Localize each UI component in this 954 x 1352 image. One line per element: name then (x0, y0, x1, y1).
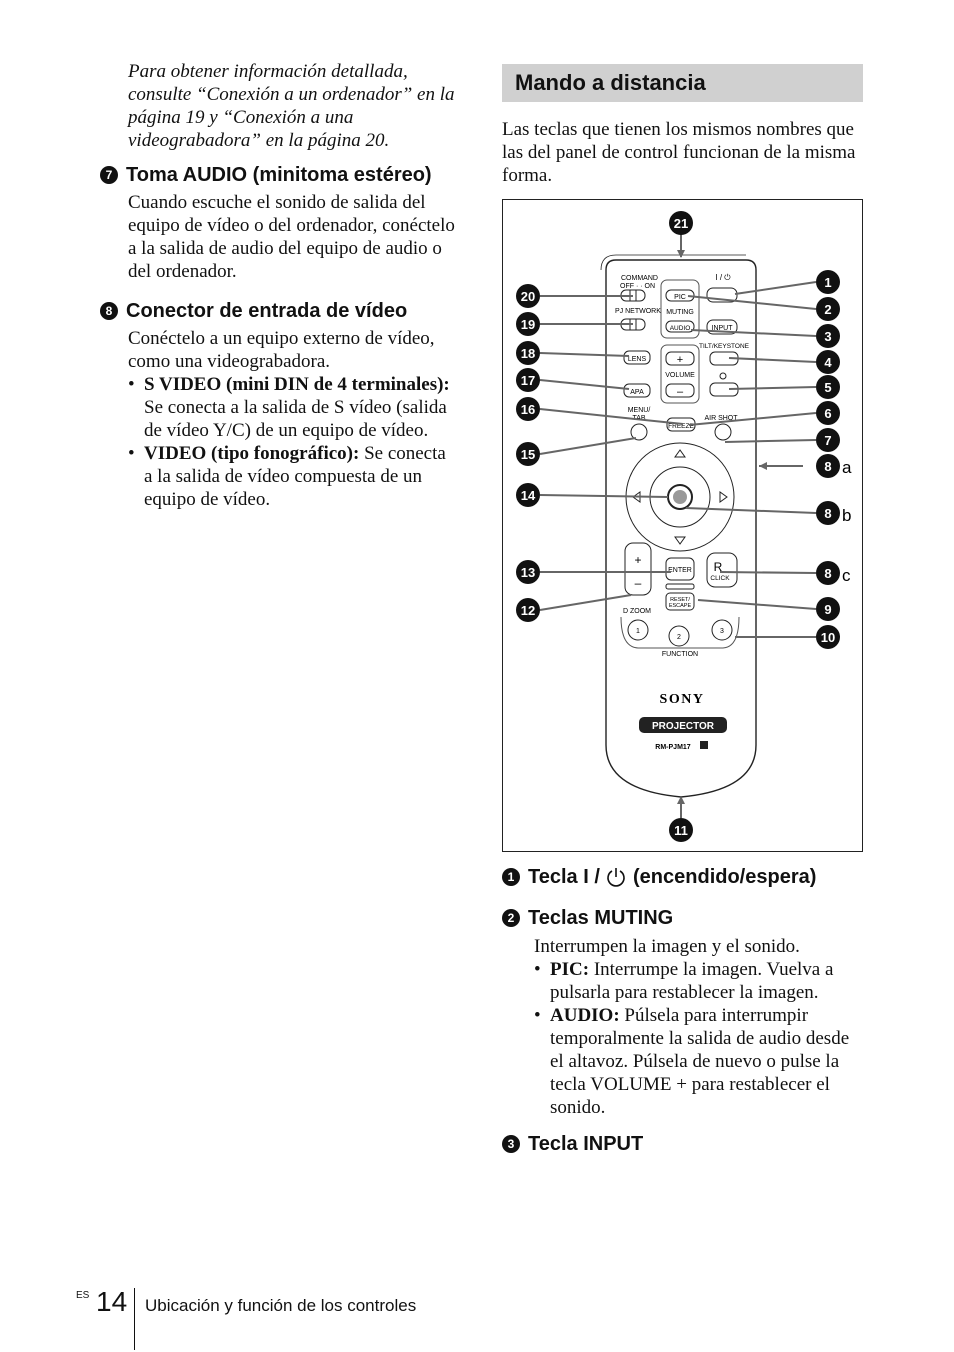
callout-2-label: 2 (824, 302, 832, 317)
callout-6-label: 6 (824, 406, 832, 421)
item-3-number: 3 (502, 1135, 520, 1153)
label-reset: RESET/ (670, 597, 690, 603)
power-icon (605, 866, 627, 888)
label-apa: APA (630, 389, 644, 396)
callout-8c-label: 8 (824, 566, 832, 581)
list-item: • VIDEO (tipo fonográfico): Se conecta a la salida de vídeo compuesta de un equipo de vídeo. (128, 442, 458, 511)
callout-18-label: 18 (520, 346, 536, 361)
label-pj-network: PJ NETWORK (615, 308, 661, 315)
section-7 (100, 164, 480, 283)
label-tilt-keystone: TILT/KEYSTONE (699, 343, 749, 350)
item-1-number: 1 (502, 868, 520, 886)
air-shot-button[interactable] (715, 424, 731, 440)
label-r: R (713, 560, 723, 574)
label-muting: MUTING (666, 309, 694, 316)
item-3-heading (502, 1133, 882, 1156)
list-item: • PIC: Interrumpe la imagen. Vuelva a pulsarla para restablecer la imagen. (534, 958, 864, 1004)
label-projector: PROJECTOR (651, 721, 715, 732)
callout-suffix-c: c (842, 566, 851, 585)
section-7-body: Cuando escuche el sonido de salida del equipo de vídeo o del ordenador, conéctelo a la salida de audio del equipo de audio o del ordenador. (128, 192, 455, 282)
callout-suffix-a: a (842, 458, 852, 477)
section-8-body: Conéctelo a un equipo externo de vídeo, como una videograbadora. (128, 328, 435, 372)
callout-17-label: 17 (520, 373, 536, 388)
label-lens: LENS (627, 356, 647, 363)
label-freeze: FREEZE (668, 423, 694, 430)
section-7-number: 7 (100, 166, 118, 184)
callout-suffix-b: b (842, 506, 852, 525)
callout-13-label: 13 (520, 565, 536, 580)
item-2-bullets (534, 958, 864, 1119)
footer-lang: ES (76, 1290, 90, 1301)
callout-16-label: 16 (520, 402, 536, 417)
r-mark-icon (700, 741, 708, 749)
leader-arrow-21 (677, 250, 685, 258)
section-7-heading (100, 164, 480, 187)
item-1-title-b: (encendido/espera) (627, 866, 817, 888)
callout-19-label: 19 (520, 317, 536, 332)
label-zoom-plus: + (634, 553, 642, 567)
item-2-title: Teclas MUTING (528, 907, 674, 929)
callout-3-label: 3 (824, 329, 832, 344)
item-1-title-a: Tecla I / (528, 866, 606, 888)
label-menu-tab-2: TAB (632, 415, 646, 422)
section-title-bar (502, 64, 863, 102)
callout-12-label: 12 (520, 603, 536, 618)
label-air-shot: AIR SHOT (704, 415, 738, 422)
callout-5-label: 5 (824, 380, 832, 395)
joystick-center (673, 490, 687, 504)
label-enter: ENTER (668, 567, 692, 574)
callout-10-label: 10 (820, 630, 836, 645)
label-escape: ESCAPE (668, 603, 692, 609)
callout-8b-label: 8 (824, 506, 832, 521)
callout-20-label: 20 (520, 289, 536, 304)
label-volume-plus: + (676, 354, 684, 366)
remote-diagram (503, 200, 862, 851)
label-function-2: 2 (677, 634, 681, 641)
section-title: Mando a distancia (515, 70, 706, 95)
callout-15-label: 15 (520, 447, 536, 462)
section-8 (100, 300, 480, 511)
item-2-number: 2 (502, 909, 520, 927)
label-power: I / ⏻ (715, 273, 731, 282)
footer-page-number: 14 (96, 1286, 128, 1317)
label-input: INPUT (711, 325, 733, 332)
list-item: • AUDIO: Púlsela para interrumpir temporalmente la salida de audio desde el altavoz. Púlsela de nuevo o pulse la tecla VOLUME + para restablecer el sonido. (534, 1004, 864, 1119)
footer-divider (134, 1288, 135, 1350)
label-volume-minus: – (676, 386, 684, 398)
section-8-bullets (128, 373, 458, 511)
item-3-title: Tecla INPUT (528, 1133, 644, 1155)
label-command: COMMAND (621, 275, 658, 282)
item-2-heading (502, 907, 882, 930)
callout-4-label: 4 (824, 355, 832, 370)
section-8-heading (100, 300, 480, 323)
callout-14-label: 14 (520, 488, 536, 503)
label-off-on: OFF · · ON (620, 283, 655, 290)
list-item: • S VIDEO (mini DIN de 4 terminales): Se conecta a la salida de S vídeo (salida de vídeo Y/C) de un equipo de vídeo. (128, 373, 458, 442)
label-d-zoom: D ZOOM (623, 608, 651, 615)
item-2-body: Interrumpen la imagen y el sonido. (534, 936, 800, 957)
label-function-1: 1 (636, 628, 640, 635)
label-audio: AUDIO (669, 325, 691, 332)
item-1-heading (502, 866, 882, 889)
callout-8a-label: 8 (824, 459, 832, 474)
leader-arrow-8a (759, 462, 767, 470)
callout-9-label: 9 (824, 602, 832, 617)
label-function-3: 3 (720, 628, 724, 635)
intro-note: Para obtener información detallada, consulte “Conexión a un ordenador” en la página 19 y “Conexión a una videograbadora” en la página 20. (128, 61, 455, 151)
callout-21-label: 21 (673, 216, 689, 231)
remote-intro: Las teclas que tienen los mismos nombres que las del panel de control funcionan de la misma forma. (502, 119, 856, 186)
label-volume: VOLUME (665, 372, 695, 379)
label-model: RM-PJM17 (655, 744, 691, 751)
callout-1-label: 1 (824, 275, 832, 290)
section-7-title: Toma AUDIO (minitoma estéreo) (126, 164, 432, 186)
enter-bar (666, 584, 694, 589)
section-8-title: Conector de entrada de vídeo (126, 300, 408, 322)
callout-7-label: 7 (824, 433, 832, 448)
callout-11-label: 11 (674, 823, 688, 838)
item-2 (502, 907, 882, 1119)
sony-logo: SONY (659, 692, 705, 707)
label-zoom-minus: – (634, 576, 642, 590)
label-click: CLICK (710, 575, 730, 582)
footer-text: Ubicación y función de los controles (145, 1296, 417, 1315)
remote-figure (502, 199, 863, 852)
label-menu-tab-1: MENU/ (627, 407, 651, 414)
label-pic: PIC (674, 294, 686, 301)
label-function: FUNCTION (661, 651, 699, 658)
section-8-number: 8 (100, 302, 118, 320)
